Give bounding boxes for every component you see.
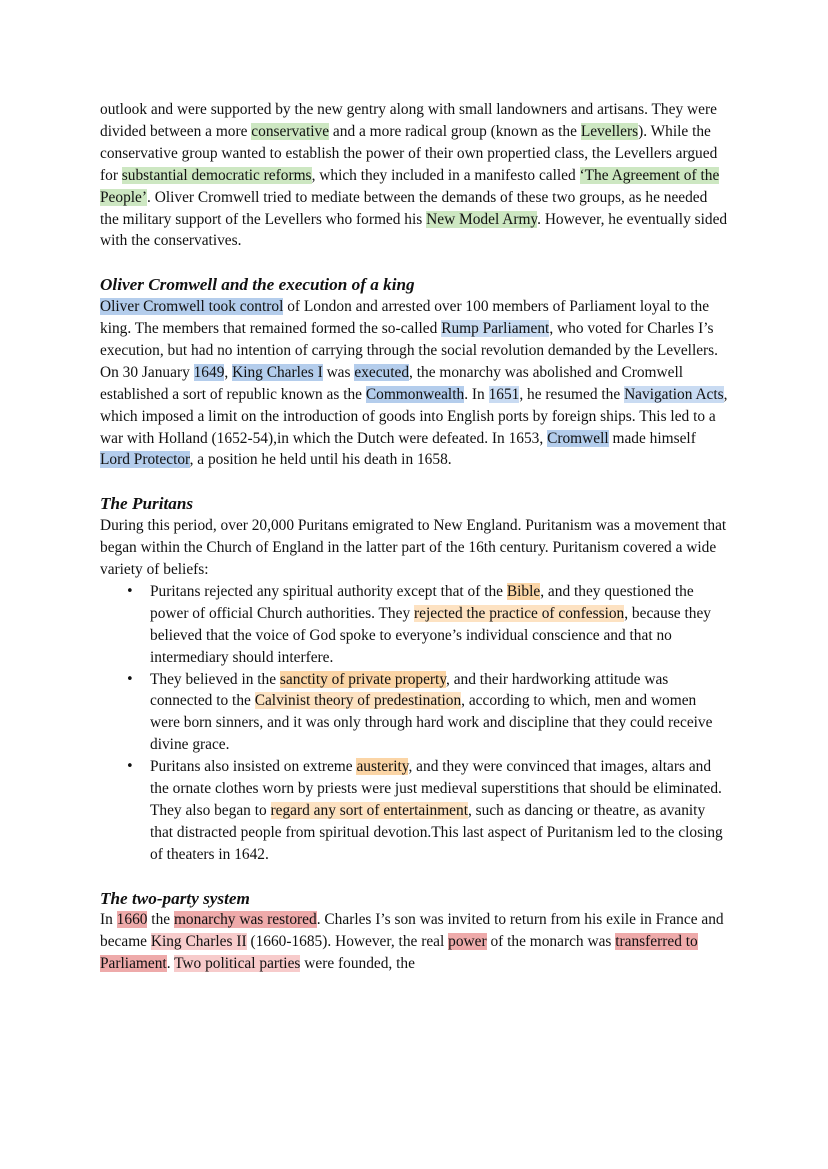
bullet-list — [100, 581, 728, 866]
highlight: 1660 — [116, 911, 148, 929]
highlight: rejected the practice of confession — [414, 604, 625, 622]
puritans-intro: During this period, over 20,000 Puritans emigrated to New England. Puritanism was a movement that began within the Church of England in the latter part of the 16th century. Puritanism covered a wide variety of beliefs: — [100, 517, 727, 578]
highlight: substantial democratic reforms — [121, 166, 312, 184]
list-item: • Puritans rejected any spiritual authority except that of the Bible, and they questioned the power of official Church authorities. They rejected the practice of confession, because they believed that the voice of God spoke to everyone’s individual conscience and that no intermediary should interfere. — [150, 581, 728, 669]
highlight: regard any sort of entertainment — [270, 801, 468, 819]
highlight: conservative — [251, 122, 330, 140]
highlight: Commonwealth — [365, 385, 465, 403]
highlight: power — [448, 933, 487, 951]
highlight: Levellers — [580, 122, 639, 140]
highlight: sanctity of private property — [279, 670, 447, 688]
cromwell-paragraph: Oliver Cromwell took control of London and arrested over 100 members of Parliament loyal to the king. The members that remained formed the so-called Rump Parliament, who voted for Charles I’s execution, but had no intention of carrying through the social revolution demanded by the Levellers. On 30 January 1649, King Charles I was executed, the monarchy was abolished and Cromwell established a sort of republic known as the Commonwealth. In 1651, he resumed the Navigation Acts, which imposed a limit on the introduction of goods into English ports by foreign ships. This led to a war with Holland (1652-54),in which the Dutch were defeated. In 1653, Cromwell made himself Lord Protector, a position he held until his death in 1658. — [100, 298, 728, 469]
highlight: executed — [354, 363, 410, 381]
highlight: Lord Protector — [100, 451, 190, 469]
intro-paragraph: outlook and were supported by the new gentry along with small landowners and artisans. They were divided between a more conservative and a more radical group (known as the Levellers). While the conservative group wanted to establish the power of their own propertied class, the Levellers argued for substantial democratic reforms, which they included in a manifesto called ‘The Agreement of the People’. Oliver Cromwell tried to mediate between the demands of these two groups, as he needed the military support of the Levellers who formed his New Model Army. However, he eventually sided with the conservatives. — [100, 101, 728, 250]
highlight: monarchy was restored — [173, 911, 317, 929]
highlight: Cromwell — [547, 429, 609, 447]
list-item: • They believed in the sanctity of private property, and their hardworking attitude was connected to the Calvinist theory of predestination, according to which, men and women were born sinners, and it was only through hard work and discipline that they could receive divine grace. — [150, 669, 728, 757]
highlight: Bible — [506, 582, 541, 600]
highlight: 1651 — [488, 385, 520, 403]
highlight: austerity — [356, 758, 409, 776]
section-heading-cromwell: Oliver Cromwell and the execution of a king — [100, 275, 415, 295]
highlight: Calvinist theory of predestination — [254, 692, 462, 710]
highlight: Two political parties — [174, 955, 301, 973]
list-item: • Puritans also insisted on extreme austerity, and they were convinced that images, altars and the ornate clothes worn by priests were just medieval superstitions that should be eliminated. They also began to regard any sort of entertainment, such as dancing or theatre, as avanity that distracted people from spiritual devotion.This last aspect of Puritanism led to the closing of theaters in 1642. — [150, 756, 728, 866]
highlight: Oliver Cromwell took control — [100, 298, 284, 316]
highlight: transferred to Parliament — [100, 933, 698, 973]
page-content — [100, 99, 728, 975]
highlight: Rump Parliament — [441, 320, 550, 338]
highlight: King Charles I — [232, 363, 323, 381]
section-heading-puritans: The Puritans — [100, 494, 194, 514]
highlight: 1649 — [193, 363, 225, 381]
highlight: New Model Army — [426, 210, 538, 228]
highlight: ‘The Agreement of the People’ — [100, 166, 720, 206]
highlight: Navigation Acts — [624, 385, 724, 403]
highlight: King Charles II — [150, 933, 247, 951]
two-party-paragraph: In 1660 the monarchy was restored. Charles I’s son was invited to return from his exile in France and became King Charles II (1660-1685). However, the real power of the monarch was transferred to Parliament. Two political parties were founded, the — [100, 911, 724, 973]
section-heading-two-party: The two-party system — [100, 888, 250, 908]
